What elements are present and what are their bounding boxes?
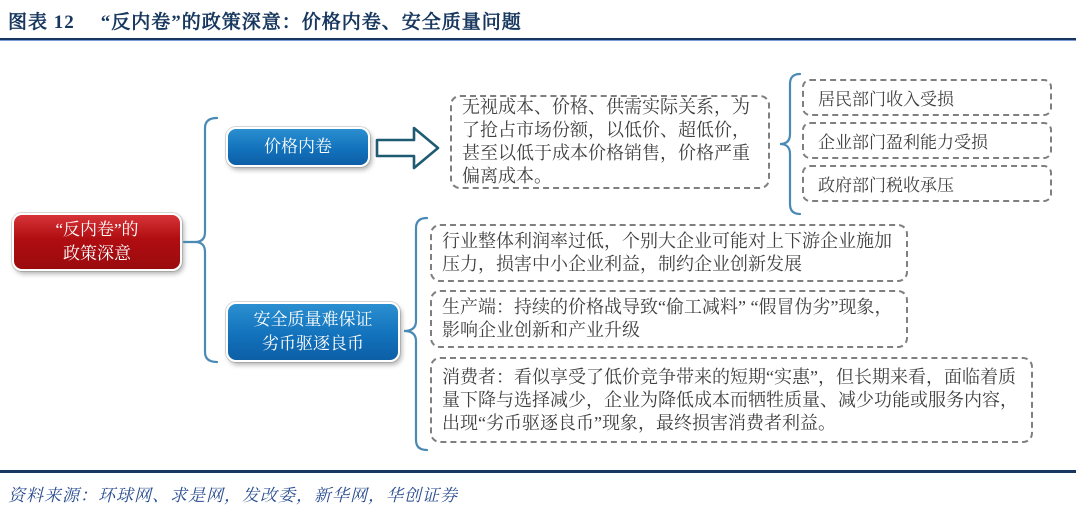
impact-box-residents [802, 79, 1052, 116]
right-arrow-icon [374, 125, 442, 171]
brace-quality-icon [398, 212, 430, 458]
root-node-policy-meaning [12, 213, 182, 271]
price-branch-label: 价格内卷 [264, 137, 332, 156]
impact-box-enterprises [802, 122, 1052, 159]
root-node-label: “反内卷”的 政策深意 [55, 220, 139, 263]
quality-branch-label: 安全质量难保证 劣币驱逐良币 [253, 310, 373, 353]
impact-government-text: 政府部门税收承压 [818, 176, 954, 195]
branch-node-safety-quality [226, 302, 400, 362]
price-description-text: 无视成本、价格、供需实际关系，为了抢占市场份额，以低价、超低价，甚至以低于成本价格销售，价格严重偏离成本。 [462, 97, 750, 186]
footer-divider [0, 470, 1076, 473]
figure-title-text: “反内卷”的政策深意：价格内卷、安全质量问题 [100, 12, 522, 33]
price-description-box [450, 95, 770, 189]
source-note: 资料来源：环球网、求是网，发改委，新华网，华创证券 [8, 486, 458, 505]
impact-box-government [802, 165, 1052, 202]
title-divider [0, 38, 1076, 41]
figure-title [8, 7, 522, 34]
figure-number: 图表 12 [8, 12, 75, 33]
brace-root-icon [178, 112, 222, 370]
quality-detail-industry-text: 行业整体利润率过低，个别大企业可能对上下游企业施加压力，损害中小企业利益，制约企业创新发展 [442, 231, 892, 274]
quality-detail-production-text: 生产端：持续的价格战导致“偷工减料” “假冒伪劣”现象，影响企业创新和产业升级 [442, 297, 893, 340]
quality-detail-consumer-text: 消费者：看似享受了低价竞争带来的短期“实惠”，但长期来看，面临着质量下降与选择减少，企业为降低成本而牺牲质量、减少功能或服务内容，出现“劣币驱逐良币”现象，最终损害消费者利益。 [442, 366, 1018, 433]
brace-impacts-icon [774, 68, 804, 220]
quality-detail-industry-box [430, 224, 908, 282]
impact-enterprises-text: 企业部门盈利能力受损 [818, 133, 988, 152]
quality-detail-production-box [430, 290, 908, 348]
impact-residents-text: 居民部门收入受损 [818, 90, 954, 109]
quality-detail-consumer-box [430, 357, 1033, 443]
branch-node-price-involution [226, 127, 370, 167]
